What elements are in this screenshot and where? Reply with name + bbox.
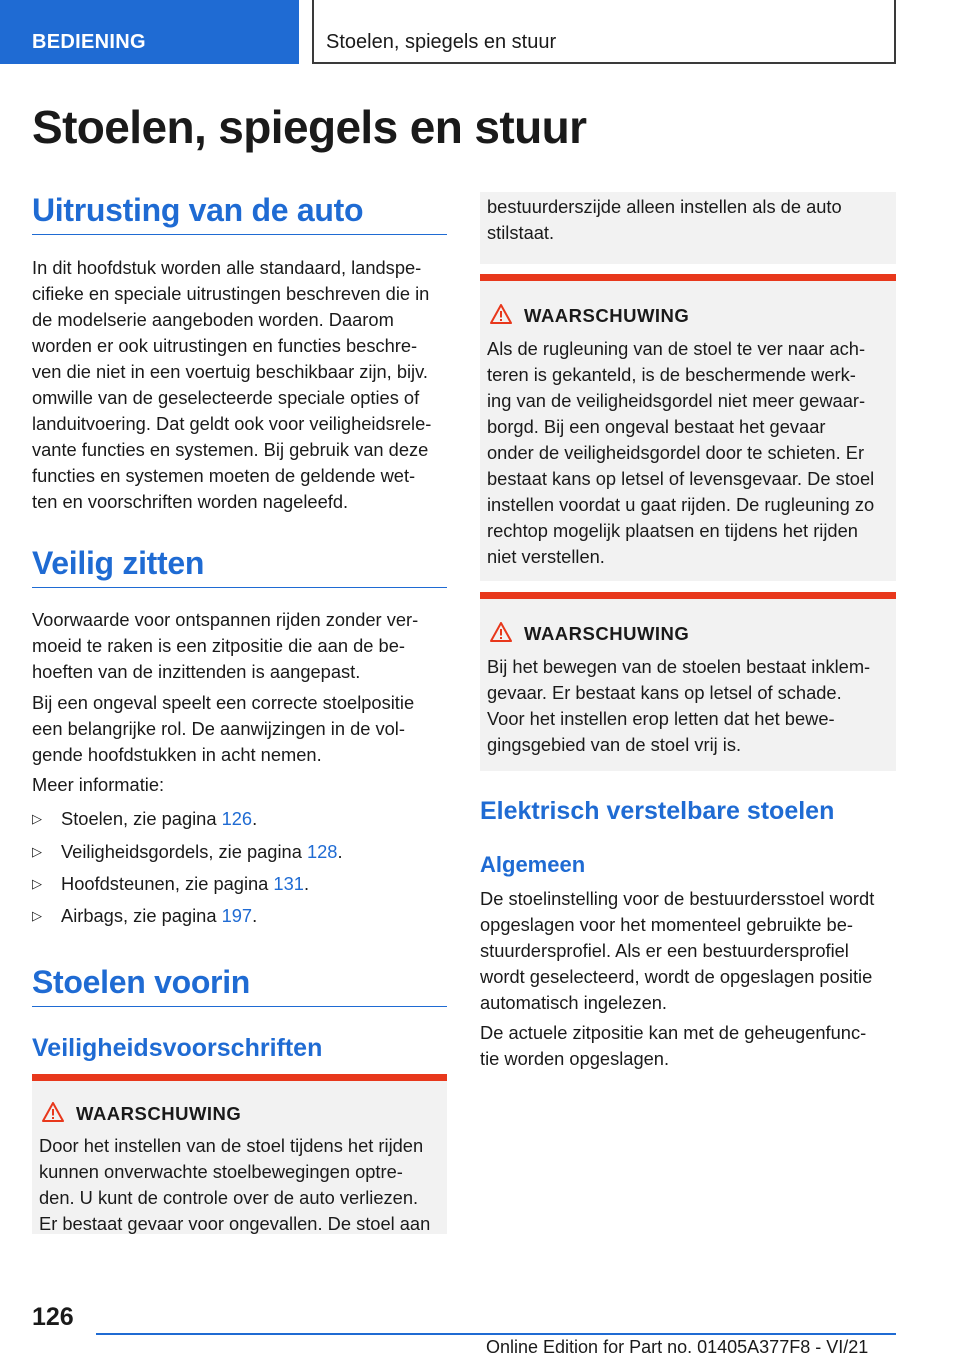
subheading-safety-rules: Veiligheidsvoorschriften (32, 1034, 323, 1062)
warning-triangle-icon (490, 304, 512, 324)
safe-seating-paragraph-1 (32, 607, 447, 685)
text-line: De stoelinstelling voor de bestuurdersstoel wordt (480, 888, 875, 909)
page-link[interactable]: 128 (306, 841, 338, 862)
text-line: ing van de veiligheidsgordel niet meer gewaar- (487, 390, 866, 411)
warning-text (487, 336, 874, 570)
text-line: onder de veiligheidsgordel door te schieten. Er (487, 442, 865, 463)
heading-safe-seating: Veilig zitten (32, 545, 447, 588)
equipment-paragraph (32, 255, 447, 515)
text-line: omwille van de geselecteerde speciale opties of (32, 387, 420, 408)
text-line: wordt geselecteerd, wordt de opgeslagen positie (480, 966, 873, 987)
footer-edition: Online Edition for Part no. 01405A377F8 - VI/21 (486, 1337, 869, 1357)
text-line: hoeften van de inzittenden is aangepast. (32, 661, 361, 682)
safe-seating-paragraph-2 (32, 690, 447, 768)
text-line: den. U kunt de controle over de auto verliezen. (39, 1187, 419, 1208)
text-line: vante functies en systemen. Bij gebruik van deze (32, 439, 429, 460)
text-line: Er bestaat gevaar voor ongevallen. De stoel aan (39, 1213, 431, 1234)
warning-title: WAARSCHUWING (524, 623, 690, 644)
text-line: niet verstellen. (487, 546, 605, 567)
warning-title: WAARSCHUWING (524, 305, 690, 326)
list-item: ▷ Veiligheidsgordels, zie pagina 128. (32, 839, 343, 867)
page-link[interactable]: 197 (221, 905, 253, 926)
text-line: bestaat kans op letsel of levensgevaar. De stoel (487, 468, 875, 489)
text-line: stilstaat. (487, 222, 555, 243)
triangle-bullet-icon: ▷ (32, 844, 42, 859)
warning-triangle-icon (490, 622, 512, 642)
text-line: een belangrijke rol. De aanwijzingen in de vol- (32, 718, 405, 739)
text-line: automatisch ingelezen. (480, 992, 667, 1013)
warning-box (480, 274, 896, 581)
text-line: gingsgebied van de stoel vrij is. (487, 734, 742, 755)
text-line: landuitvoering. Dat geldt ook voor veiligheidsrele- (32, 413, 432, 434)
triangle-bullet-icon: ▷ (32, 876, 42, 891)
text-line: ten en voorschriften worden nageleefd. (32, 491, 349, 512)
text-line: gende hoofdstukken in acht nemen. (32, 744, 322, 765)
triangle-bullet-icon: ▷ (32, 811, 42, 826)
text-line: instellen voordat u gaat rijden. De rugleuning zo (487, 494, 875, 515)
page-link[interactable]: 131 (273, 873, 304, 894)
text-line: de modelserie aangeboden worden. Daarom (32, 309, 394, 330)
list-item: ▷ Hoofdsteunen, zie pagina 131. (32, 871, 309, 899)
text-line: stuurdersprofiel. Als er een bestuurdersprofiel (480, 940, 849, 961)
text-line: teren is gekanteld, is de beschermende werk- (487, 364, 856, 385)
text-line: De actuele zitpositie kan met de geheugenfunc- (480, 1022, 867, 1043)
warning-text (39, 1133, 430, 1237)
text-line: bestuurderszijde alleen instellen als de auto (487, 196, 842, 217)
text-line: In dit hoofdstuk worden alle standaard, landspe- (32, 257, 422, 278)
subheading-general: Algemeen (480, 852, 586, 877)
page-link[interactable]: 126 (221, 808, 253, 829)
warning-title: WAARSCHUWING (76, 1103, 242, 1124)
warning-text (487, 194, 842, 246)
text-line: kunnen onverwachte stoelbewegingen optre- (39, 1161, 403, 1182)
heading-electric-seats: Elektrisch verstelbare stoelen (480, 797, 835, 825)
text-line: opgeslagen voor het momenteel gebruikte be- (480, 914, 853, 935)
text-line: ven die niet in een voertuig beschikbaar zijn, bijv. (32, 361, 428, 382)
electric-paragraph-1 (480, 886, 896, 1016)
text-line: Bij het bewegen van de stoelen bestaat inklem- (487, 656, 871, 677)
page-number: 126 (32, 1303, 74, 1331)
warning-box-continued (480, 192, 896, 264)
text-line: Bij een ongeval speelt een correcte stoelpositie (32, 692, 415, 713)
list-item: ▷ Airbags, zie pagina 197. (32, 903, 257, 931)
heading-front-seats: Stoelen voorin (32, 964, 447, 1007)
footer-divider (96, 1333, 896, 1335)
text-line: tie worden opgeslagen. (480, 1048, 670, 1069)
text-line: Door het instellen van de stoel tijdens het rijden (39, 1135, 424, 1156)
warning-triangle-icon (42, 1102, 64, 1122)
text-line: Voorwaarde voor ontspannen rijden zonder ver- (32, 609, 419, 630)
electric-paragraph-2 (480, 1020, 896, 1072)
triangle-bullet-icon: ▷ (32, 908, 42, 923)
header-section-tab: BEDIENING (0, 0, 299, 64)
header-chapter-title: Stoelen, spiegels en stuur (312, 0, 896, 64)
list-item: ▷ Stoelen, zie pagina 126. (32, 806, 257, 834)
heading-equipment: Uitrusting van de auto (32, 192, 447, 235)
text-line: Voor het instellen erop letten dat het bewe- (487, 708, 835, 729)
text-line: Als de rugleuning van de stoel te ver naar ach- (487, 338, 866, 359)
text-line: moeid te raken is een zitpositie die aan de be- (32, 635, 405, 656)
warning-box (480, 592, 896, 771)
page-title: Stoelen, spiegels en stuur (32, 101, 587, 153)
text-line: cifieke en speciale uitrustingen beschreven die in (32, 283, 430, 304)
text-line: gevaar. Er bestaat kans op letsel of schade. (487, 682, 842, 703)
text-line: borgd. Bij een ongeval bestaat het gevaar (487, 416, 826, 437)
text-line: rechtop mogelijk plaatsen en tijdens het rijden (487, 520, 858, 541)
text-line: worden er ook uitrustingen en functies beschre- (32, 335, 418, 356)
warning-box (32, 1074, 447, 1234)
more-info-label: Meer informatie: (32, 774, 165, 795)
text-line: functies en systemen moeten de geldende wet- (32, 465, 416, 486)
warning-text (487, 654, 870, 758)
